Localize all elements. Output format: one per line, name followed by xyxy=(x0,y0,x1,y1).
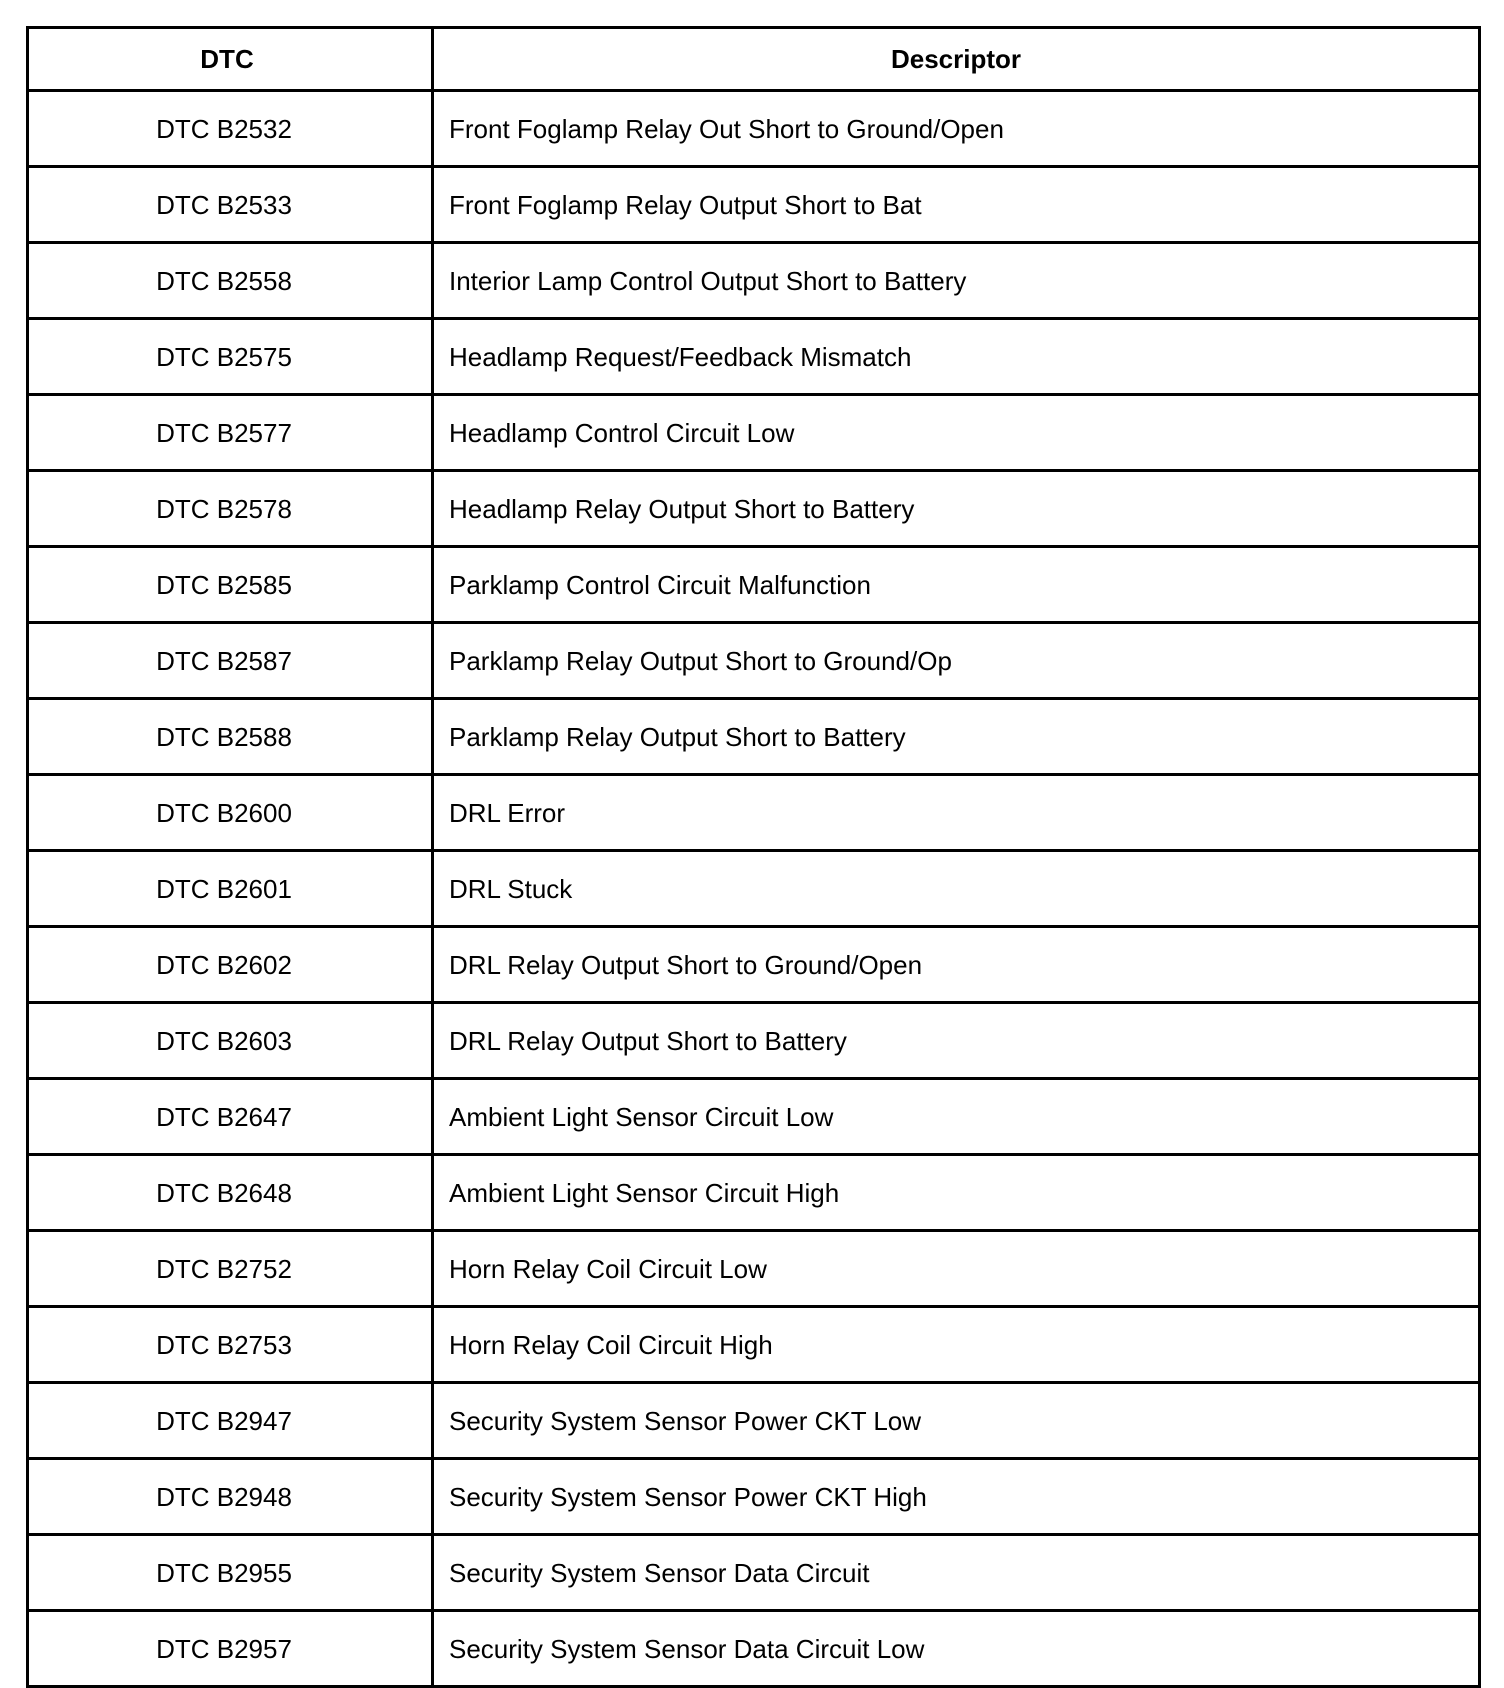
dtc-code-cell: DTC B2647 xyxy=(28,1079,433,1155)
dtc-table xyxy=(26,26,1481,1688)
dtc-code-cell: DTC B2533 xyxy=(28,167,433,243)
table-row xyxy=(28,1231,1480,1307)
dtc-code-cell: DTC B2601 xyxy=(28,851,433,927)
dtc-descriptor-cell: Security System Sensor Power CKT Low xyxy=(433,1383,1480,1459)
dtc-code-cell: DTC B2577 xyxy=(28,395,433,471)
dtc-descriptor-cell: Security System Sensor Power CKT High xyxy=(433,1459,1480,1535)
table-row xyxy=(28,775,1480,851)
dtc-code-cell: DTC B2575 xyxy=(28,319,433,395)
dtc-code-cell: DTC B2753 xyxy=(28,1307,433,1383)
table-row xyxy=(28,319,1480,395)
table-row xyxy=(28,547,1480,623)
table-row xyxy=(28,91,1480,167)
dtc-code-cell: DTC B2955 xyxy=(28,1535,433,1611)
table-row xyxy=(28,927,1480,1003)
table-row xyxy=(28,1611,1480,1687)
dtc-descriptor-cell: Parklamp Relay Output Short to Ground/Op xyxy=(433,623,1480,699)
table-row xyxy=(28,1003,1480,1079)
dtc-code-cell: DTC B2603 xyxy=(28,1003,433,1079)
dtc-descriptor-cell: Headlamp Control Circuit Low xyxy=(433,395,1480,471)
dtc-descriptor-cell: Front Foglamp Relay Output Short to Bat xyxy=(433,167,1480,243)
dtc-code-cell: DTC B2948 xyxy=(28,1459,433,1535)
table-row xyxy=(28,1155,1480,1231)
dtc-descriptor-cell: DRL Relay Output Short to Ground/Open xyxy=(433,927,1480,1003)
dtc-descriptor-cell: Headlamp Request/Feedback Mismatch xyxy=(433,319,1480,395)
dtc-code-cell: DTC B2752 xyxy=(28,1231,433,1307)
dtc-descriptor-cell: Horn Relay Coil Circuit Low xyxy=(433,1231,1480,1307)
dtc-descriptor-cell: DRL Error xyxy=(433,775,1480,851)
table-row xyxy=(28,167,1480,243)
table-row xyxy=(28,1535,1480,1611)
dtc-descriptor-cell: Interior Lamp Control Output Short to Battery xyxy=(433,243,1480,319)
table-row xyxy=(28,623,1480,699)
dtc-descriptor-cell: Parklamp Relay Output Short to Battery xyxy=(433,699,1480,775)
table-body xyxy=(28,91,1480,1687)
dtc-descriptor-cell: Front Foglamp Relay Out Short to Ground/Open xyxy=(433,91,1480,167)
dtc-descriptor-cell: Headlamp Relay Output Short to Battery xyxy=(433,471,1480,547)
header-dtc: DTC xyxy=(28,28,433,91)
dtc-code-cell: DTC B2600 xyxy=(28,775,433,851)
dtc-code-cell: DTC B2588 xyxy=(28,699,433,775)
dtc-code-cell: DTC B2587 xyxy=(28,623,433,699)
table-row xyxy=(28,851,1480,927)
dtc-descriptor-cell: DRL Relay Output Short to Battery xyxy=(433,1003,1480,1079)
dtc-descriptor-cell: Security System Sensor Data Circuit xyxy=(433,1535,1480,1611)
dtc-code-cell: DTC B2947 xyxy=(28,1383,433,1459)
dtc-code-cell: DTC B2532 xyxy=(28,91,433,167)
table-row xyxy=(28,1459,1480,1535)
table-row xyxy=(28,1079,1480,1155)
table-row xyxy=(28,1307,1480,1383)
table-row xyxy=(28,395,1480,471)
table-header-row xyxy=(28,28,1480,91)
dtc-descriptor-cell: DRL Stuck xyxy=(433,851,1480,927)
dtc-code-cell: DTC B2957 xyxy=(28,1611,433,1687)
dtc-code-cell: DTC B2578 xyxy=(28,471,433,547)
dtc-descriptor-cell: Parklamp Control Circuit Malfunction xyxy=(433,547,1480,623)
dtc-descriptor-cell: Horn Relay Coil Circuit High xyxy=(433,1307,1480,1383)
dtc-descriptor-cell: Ambient Light Sensor Circuit High xyxy=(433,1155,1480,1231)
table-row xyxy=(28,1383,1480,1459)
header-descriptor: Descriptor xyxy=(433,28,1480,91)
dtc-code-cell: DTC B2558 xyxy=(28,243,433,319)
table-row xyxy=(28,699,1480,775)
dtc-descriptor-cell: Ambient Light Sensor Circuit Low xyxy=(433,1079,1480,1155)
table-row xyxy=(28,243,1480,319)
dtc-code-cell: DTC B2602 xyxy=(28,927,433,1003)
dtc-code-cell: DTC B2648 xyxy=(28,1155,433,1231)
table-row xyxy=(28,471,1480,547)
dtc-code-cell: DTC B2585 xyxy=(28,547,433,623)
dtc-descriptor-cell: Security System Sensor Data Circuit Low xyxy=(433,1611,1480,1687)
